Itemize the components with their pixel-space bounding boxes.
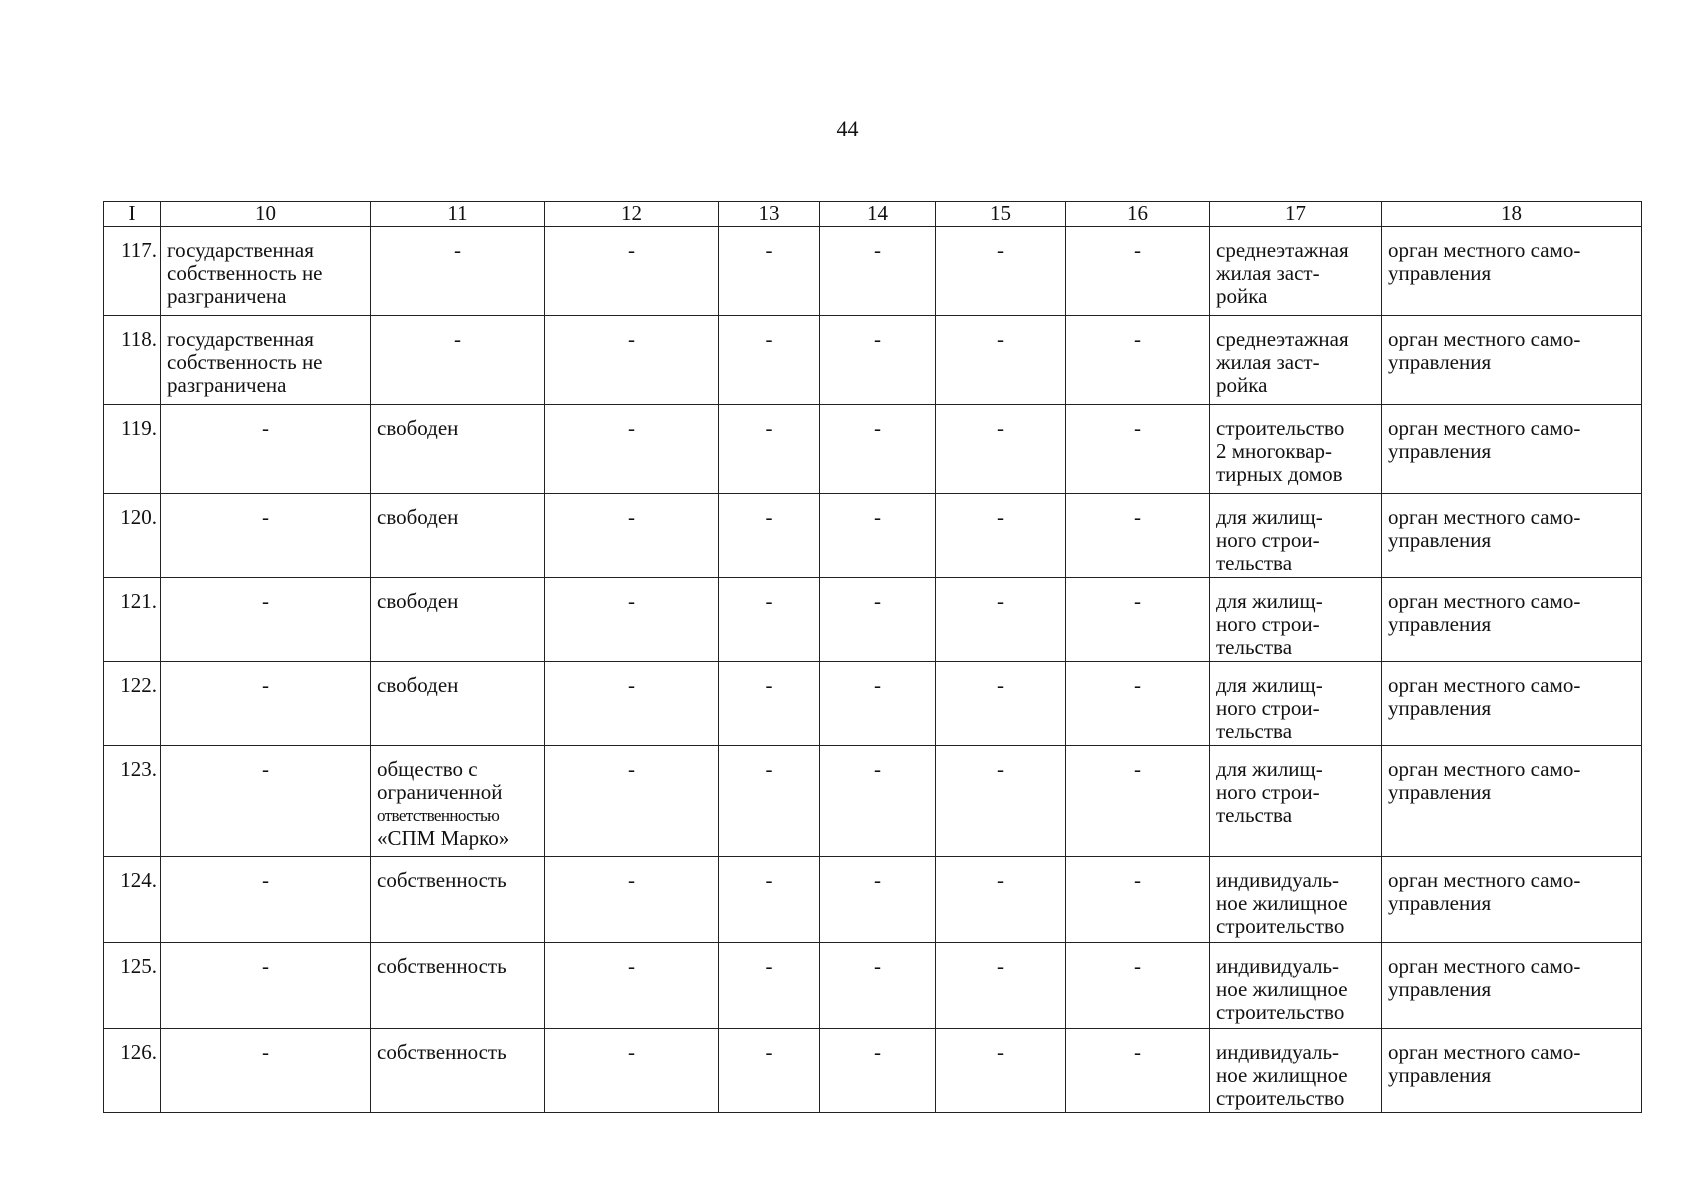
table-row	[104, 405, 1642, 494]
cell-col12: -	[545, 857, 719, 943]
cell-purpose	[1210, 857, 1382, 943]
cell-purpose-text: для жилищ- ного строи- тельства	[1216, 673, 1323, 743]
cell-ownership: -	[161, 857, 371, 943]
cell-purpose	[1210, 494, 1382, 578]
column-header: 10	[161, 202, 371, 227]
cell-col13: -	[719, 662, 820, 746]
cell-ownership-text: государственная собственность не разграничена	[167, 327, 323, 397]
cell-authority-text: орган местного само- управления	[1388, 505, 1581, 552]
cell-col12: -	[545, 405, 719, 494]
cell-authority	[1382, 943, 1642, 1029]
table-row	[104, 943, 1642, 1029]
column-header: 17	[1210, 202, 1382, 227]
column-header: 13	[719, 202, 820, 227]
header-row	[104, 202, 1642, 227]
cell-authority-text: орган местного само- управления	[1388, 416, 1581, 463]
cell-col15: -	[936, 1029, 1066, 1113]
cell-authority	[1382, 746, 1642, 857]
row-number: 118.	[104, 316, 161, 405]
table-row	[104, 662, 1642, 746]
cell-col16: -	[1066, 494, 1210, 578]
cell-col11	[371, 746, 545, 857]
column-header: 14	[820, 202, 936, 227]
cell-col11-text: общество с ограниченной	[377, 757, 503, 804]
cell-authority	[1382, 1029, 1642, 1113]
cell-col11: свободен	[371, 662, 545, 746]
cell-col15: -	[936, 662, 1066, 746]
cell-col13: -	[719, 943, 820, 1029]
table-row	[104, 578, 1642, 662]
cell-purpose	[1210, 316, 1382, 405]
cell-purpose-text: индивидуаль- ное жилищное строительство	[1216, 868, 1348, 938]
cell-purpose	[1210, 662, 1382, 746]
cell-authority	[1382, 662, 1642, 746]
cell-authority-text: орган местного само- управления	[1388, 868, 1581, 915]
column-header: 16	[1066, 202, 1210, 227]
cell-ownership: -	[161, 943, 371, 1029]
cell-col14: -	[820, 746, 936, 857]
cell-col11: собственность	[371, 943, 545, 1029]
cell-authority-text: орган местного само- управления	[1388, 954, 1581, 1001]
cell-col12: -	[545, 494, 719, 578]
cell-col12: -	[545, 578, 719, 662]
cell-authority-text: орган местного само- управления	[1388, 327, 1581, 374]
cell-col13: -	[719, 857, 820, 943]
cell-purpose	[1210, 227, 1382, 316]
cell-col15: -	[936, 316, 1066, 405]
cell-purpose	[1210, 578, 1382, 662]
cell-col15: -	[936, 494, 1066, 578]
cell-col14: -	[820, 227, 936, 316]
row-number: 120.	[104, 494, 161, 578]
cell-col15: -	[936, 857, 1066, 943]
cell-col14: -	[820, 405, 936, 494]
cell-ownership: -	[161, 1029, 371, 1113]
cell-col11: собственность	[371, 857, 545, 943]
cell-authority	[1382, 857, 1642, 943]
row-number: 126.	[104, 1029, 161, 1113]
cell-col16: -	[1066, 746, 1210, 857]
cell-col13: -	[719, 405, 820, 494]
cell-col13: -	[719, 746, 820, 857]
cell-authority-text: орган местного само- управления	[1388, 757, 1581, 804]
cell-col12: -	[545, 662, 719, 746]
cell-ownership: -	[161, 746, 371, 857]
data-table	[103, 201, 1642, 1113]
cell-col14: -	[820, 943, 936, 1029]
cell-authority-text: орган местного само- управления	[1388, 589, 1581, 636]
cell-col16: -	[1066, 1029, 1210, 1113]
table-row	[104, 857, 1642, 943]
cell-ownership-text: государственная собственность не разграничена	[167, 238, 323, 308]
row-number: 117.	[104, 227, 161, 316]
cell-col16: -	[1066, 227, 1210, 316]
cell-col12: -	[545, 746, 719, 857]
cell-col15: -	[936, 746, 1066, 857]
table-row	[104, 1029, 1642, 1113]
row-number: 123.	[104, 746, 161, 857]
cell-purpose	[1210, 405, 1382, 494]
cell-purpose-text: среднеэтажная жилая заст- ройка	[1216, 327, 1349, 397]
cell-purpose-text: для жилищ- ного строи- тельства	[1216, 589, 1323, 659]
cell-authority	[1382, 227, 1642, 316]
cell-col11-text-compressed: ответственностью	[377, 806, 500, 825]
cell-ownership	[161, 316, 371, 405]
column-header: 11	[371, 202, 545, 227]
cell-ownership	[161, 227, 371, 316]
cell-col12: -	[545, 316, 719, 405]
cell-col14: -	[820, 316, 936, 405]
cell-col15: -	[936, 943, 1066, 1029]
row-number: 124.	[104, 857, 161, 943]
cell-col12: -	[545, 943, 719, 1029]
cell-col11: -	[371, 227, 545, 316]
cell-col16: -	[1066, 316, 1210, 405]
cell-col11-text: «СПМ Марко»	[377, 826, 510, 850]
cell-col15: -	[936, 578, 1066, 662]
cell-col12: -	[545, 227, 719, 316]
cell-authority-text: орган местного само- управления	[1388, 238, 1581, 285]
column-header: 12	[545, 202, 719, 227]
cell-purpose-text: для жилищ- ного строи- тельства	[1216, 505, 1323, 575]
cell-col15: -	[936, 227, 1066, 316]
cell-authority	[1382, 316, 1642, 405]
cell-authority	[1382, 405, 1642, 494]
cell-ownership: -	[161, 405, 371, 494]
row-number: 125.	[104, 943, 161, 1029]
cell-authority	[1382, 578, 1642, 662]
cell-col11: свободен	[371, 494, 545, 578]
row-number: 121.	[104, 578, 161, 662]
cell-col13: -	[719, 227, 820, 316]
table-row	[104, 746, 1642, 857]
cell-ownership: -	[161, 578, 371, 662]
row-number: 122.	[104, 662, 161, 746]
cell-col14: -	[820, 578, 936, 662]
cell-col16: -	[1066, 943, 1210, 1029]
column-header: 15	[936, 202, 1066, 227]
cell-purpose-text: для жилищ- ного строи- тельства	[1216, 757, 1323, 827]
column-header: 18	[1382, 202, 1642, 227]
cell-col16: -	[1066, 578, 1210, 662]
table-row	[104, 316, 1642, 405]
cell-col13: -	[719, 1029, 820, 1113]
cell-col15: -	[936, 405, 1066, 494]
cell-col12: -	[545, 1029, 719, 1113]
cell-purpose-text: индивидуаль- ное жилищное строительство	[1216, 1040, 1348, 1110]
cell-authority-text: орган местного само- управления	[1388, 673, 1581, 720]
cell-purpose	[1210, 943, 1382, 1029]
cell-col14: -	[820, 857, 936, 943]
cell-col16: -	[1066, 857, 1210, 943]
cell-col11: свободен	[371, 405, 545, 494]
cell-authority	[1382, 494, 1642, 578]
cell-col14: -	[820, 662, 936, 746]
cell-ownership: -	[161, 494, 371, 578]
cell-col16: -	[1066, 405, 1210, 494]
cell-purpose-text: среднеэтажная жилая заст- ройка	[1216, 238, 1349, 308]
cell-purpose	[1210, 746, 1382, 857]
cell-col11: собственность	[371, 1029, 545, 1113]
cell-purpose	[1210, 1029, 1382, 1113]
cell-col11: -	[371, 316, 545, 405]
table-row	[104, 494, 1642, 578]
cell-col11: свободен	[371, 578, 545, 662]
table-row	[104, 227, 1642, 316]
page-number: 44	[836, 116, 859, 141]
cell-col13: -	[719, 494, 820, 578]
cell-col13: -	[719, 316, 820, 405]
cell-authority-text: орган местного само- управления	[1388, 1040, 1581, 1087]
cell-purpose-text: индивидуаль- ное жилищное строительство	[1216, 954, 1348, 1024]
cell-purpose-text: строительство 2 многоквар- тирных домов	[1216, 416, 1345, 486]
row-number: 119.	[104, 405, 161, 494]
column-header: I	[104, 202, 161, 227]
cell-col14: -	[820, 1029, 936, 1113]
cell-col14: -	[820, 494, 936, 578]
cell-ownership: -	[161, 662, 371, 746]
cell-col13: -	[719, 578, 820, 662]
cell-col16: -	[1066, 662, 1210, 746]
